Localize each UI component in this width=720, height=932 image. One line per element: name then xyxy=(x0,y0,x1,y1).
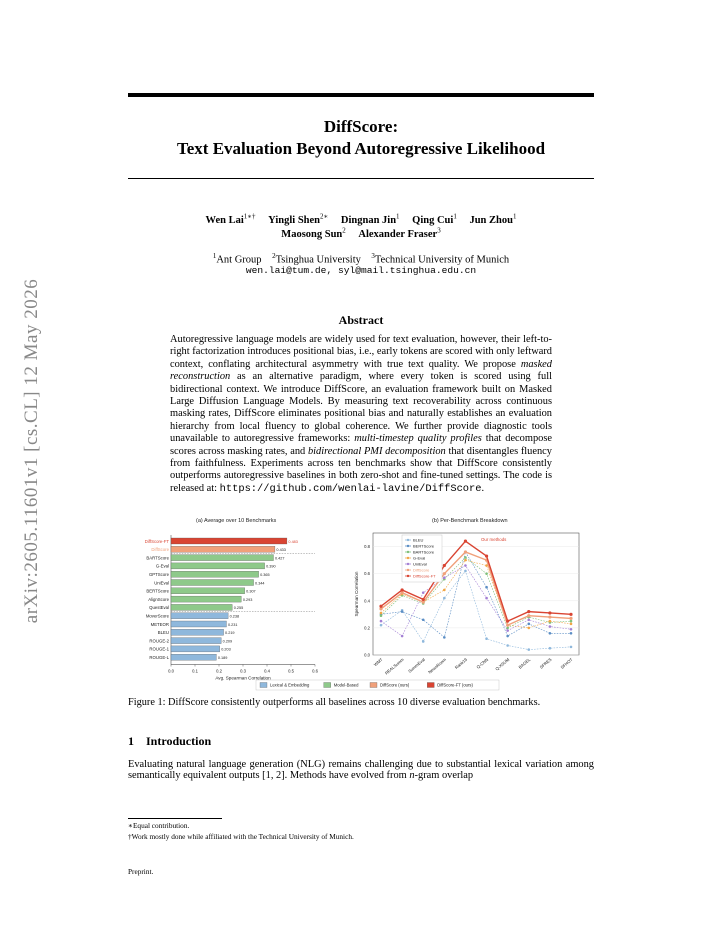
chart-b-y-tick-label: 0.6 xyxy=(364,571,370,577)
chart-b-data-point xyxy=(380,620,383,623)
chart-a-category-label: ROUGE-1 xyxy=(149,646,169,652)
chart-a-value-label: 0.390 xyxy=(266,564,276,569)
chart-b-data-point xyxy=(464,550,467,553)
chart-b-series-line xyxy=(381,571,571,650)
chart-a-value-label: 0.209 xyxy=(222,639,233,644)
chart-b-data-point xyxy=(464,570,467,573)
figure-legend-swatch xyxy=(370,683,377,688)
preprint-label: Preprint. xyxy=(128,867,154,876)
intro-paragraph: Evaluating natural language generation (NLG) remains challenging due to substantial lexical variation among semantically equivalent outputs [1, 2]. Methods have evolved from n-gram overlap xyxy=(128,759,594,782)
chart-a-x-tick-label: 0.5 xyxy=(288,668,294,674)
chart-a-value-label: 0.483 xyxy=(288,539,298,544)
chart-b-data-point xyxy=(569,617,572,620)
footnote-rule xyxy=(128,818,222,819)
chart-a-bar xyxy=(171,555,273,561)
chart-a-x-tick-label: 0.4 xyxy=(264,668,270,674)
paper-title-line2: Text Evaluation Beyond Autoregressive Likelihood xyxy=(176,139,546,158)
chart-b-data-point xyxy=(422,618,425,621)
chart-a-x-tick-label: 0.1 xyxy=(192,668,198,674)
chart-a-category-label: BLEU xyxy=(157,630,169,636)
chart-a-value-label: 0.307 xyxy=(246,589,256,594)
figure-1 xyxy=(128,525,608,695)
chart-b-legend-label: G-Eval xyxy=(413,555,426,561)
code-url[interactable]: https://github.com/wenlai-lavine/DiffScore xyxy=(219,482,482,495)
chart-a-category-label: METEOR xyxy=(150,621,169,627)
author-list-line2 xyxy=(128,226,594,240)
chart-b-data-point xyxy=(485,572,488,575)
chart-a-value-label: 0.203 xyxy=(221,647,231,652)
chart-b-data-point xyxy=(506,624,509,627)
chart-b-data-point xyxy=(380,612,383,615)
chart-a-value-label: 0.231 xyxy=(227,622,238,627)
figure-legend-swatch xyxy=(324,683,331,688)
chart-a-value-label: 0.219 xyxy=(225,631,235,636)
chart-a-category-label: BERTScore xyxy=(146,588,169,594)
author-list-line1 xyxy=(128,212,594,226)
chart-b-y-axis-label: Spearman Correlation xyxy=(354,571,359,617)
chart-b-data-point xyxy=(570,632,573,635)
chart-a-bar xyxy=(171,604,232,610)
chart-b-legend-marker xyxy=(407,575,409,577)
chart-b-line-chart xyxy=(354,533,579,676)
chart-a-bar xyxy=(171,580,254,586)
chart-b-data-point xyxy=(380,624,383,627)
chart-a-value-label: 0.189 xyxy=(217,656,228,660)
chart-b-data-point xyxy=(506,620,509,623)
chart-b-legend-label: BARTScore xyxy=(413,549,435,555)
chart-b-data-point xyxy=(379,605,382,608)
chart-a-bar xyxy=(171,538,287,544)
chart-b-legend-marker xyxy=(407,539,409,541)
chart-a-value-label: 0.365 xyxy=(260,573,270,577)
chart-b-data-point xyxy=(527,623,530,626)
chart-a-category-label: ROUGE-2 xyxy=(149,638,169,644)
chart-a-bar xyxy=(171,646,220,652)
chart-b-data-point xyxy=(549,632,552,635)
figure-legend-label: DiffScore-FT (ours) xyxy=(437,682,473,688)
chart-b-data-point xyxy=(401,588,404,591)
chart-a-category-label: QuestEval xyxy=(149,605,169,611)
chart-b-data-point xyxy=(401,635,404,638)
chart-a-category-label: UniEval xyxy=(154,580,169,586)
chart-a-bar xyxy=(171,654,216,660)
chart-b-title: (b) Per-Benchmark Breakdown xyxy=(432,518,508,524)
figure-legend-swatch xyxy=(427,683,434,688)
chart-b-data-point xyxy=(569,613,572,616)
chart-b-data-point xyxy=(506,644,509,647)
chart-b-legend-label: UniEval xyxy=(413,561,427,567)
chart-b-legend-marker xyxy=(407,551,409,553)
chart-b-x-tick-label: SFRES xyxy=(538,656,553,670)
chart-a-bar xyxy=(171,621,226,627)
chart-b-data-point xyxy=(380,614,383,617)
chart-b-x-tick-label: BAGEL xyxy=(517,656,532,670)
chart-b-data-point xyxy=(527,648,530,651)
chart-b-legend-marker xyxy=(407,557,409,559)
chart-b-x-tick-label: Q-XSUM xyxy=(494,656,511,672)
chart-a-category-label: MoverScore xyxy=(145,613,169,619)
footnote-equal-contribution: ∗Equal contribution. xyxy=(128,821,190,830)
chart-b-data-point xyxy=(506,629,509,632)
chart-b-data-point xyxy=(506,635,509,638)
chart-b-data-point xyxy=(527,618,530,621)
chart-a-title: (a) Average over 10 Benchmarks xyxy=(196,518,277,524)
chart-b-data-point xyxy=(549,647,552,650)
chart-a-category-label: DiffScore xyxy=(151,547,169,553)
chart-b-data-point xyxy=(570,646,573,649)
chart-b-legend-marker xyxy=(407,569,409,571)
author: Alexander Fraser$^3$ xyxy=(358,226,441,240)
arxiv-identifier: arXiv:2605.11601v1 [cs.CL] 12 May 2026 xyxy=(21,278,42,624)
chart-b-data-point xyxy=(443,576,446,579)
chart-b-data-point xyxy=(443,597,446,600)
chart-b-data-point xyxy=(485,637,488,640)
chart-b-data-point xyxy=(549,620,552,623)
chart-b-data-point xyxy=(464,559,467,562)
chart-a-bar xyxy=(171,613,228,619)
chart-a-bar xyxy=(171,588,245,594)
figure-legend-label: Lexical & Embedding xyxy=(270,682,310,688)
chart-a-value-label: 0.344 xyxy=(255,581,265,586)
author: Wen Lai$^{1∗\dagger}$ xyxy=(205,212,256,226)
paper-title-line1: DiffScore: xyxy=(323,117,399,136)
chart-a-bar xyxy=(171,629,224,635)
chart-b-legend-label: DiffScore-FT xyxy=(413,573,436,579)
chart-b-y-tick-label: 0.8 xyxy=(364,544,370,550)
chart-a-value-label: 0.255 xyxy=(233,606,244,611)
footnote-affiliation: †Work mostly done while affiliated with the Technical University of Munich. xyxy=(128,832,354,841)
chart-a-value-label: 0.427 xyxy=(274,556,285,561)
chart-b-data-point xyxy=(548,615,551,618)
chart-b-legend-marker xyxy=(407,545,409,547)
chart-b-data-point xyxy=(443,564,446,567)
chart-a-category-label: AlignScore xyxy=(148,596,169,602)
chart-b-y-tick-label: 0.0 xyxy=(364,652,370,658)
chart-a-value-label: 0.238 xyxy=(229,614,240,619)
abstract-body: Autoregressive language models are widely used for text evaluation, however, their left-to-right factorization introduces positional bias, i.e., early tokens are scored with only leftward context, conflating architectural asymmetry with true text quality. We propose masked reconstruction as an alternative paradigm, where every token is scored using full bidirectional context. We introduce DiffScore, an evaluation framework built on Masked Large Diffusion Language Models. By measuring text recoverability across continuous masking rates, DiffScore eliminates positional bias and naturally establishes an evaluation hierarchy from local fluency to global coherence. We further provide diagnostic tools unavailable to autoregressive frameworks: multi-timestep quality profiles that decompose scores across masking rates, and bidirectional PMI decomposition that disentangles fluency from faithfulness. Experiments across ten benchmarks show that DiffScore consistently outperforms autoregressive baselines in both zero-shot and fine-tuned settings. The code is released at: https://github.com/wenlai-lavine/DiffScore. xyxy=(170,334,552,495)
chart-b-annotation: Our methods xyxy=(481,537,507,542)
figure-legend-label: Model-Based xyxy=(333,682,359,688)
chart-b-data-point xyxy=(549,625,552,628)
chart-b-data-point xyxy=(401,610,404,613)
chart-b-data-point xyxy=(464,564,467,567)
chart-a-x-axis-label: Avg. Spearman Correlation xyxy=(215,675,271,681)
chart-b-data-point xyxy=(422,598,425,601)
author: Maosong Sun$^2$ xyxy=(281,226,346,240)
chart-a-bar xyxy=(171,546,275,552)
figure-legend xyxy=(256,680,499,690)
chart-b-data-point xyxy=(570,620,573,623)
footnotes xyxy=(128,820,354,842)
affiliations: $^1$Ant Group $^2$Tsinghua University $^3$Technical University of Munich xyxy=(212,252,510,266)
chart-b-legend-label: DiffScore xyxy=(413,567,430,573)
chart-b-data-point xyxy=(570,623,573,626)
author: Jun Zhou$^1$ xyxy=(469,212,517,226)
figure-legend-swatch xyxy=(260,683,267,688)
chart-b-x-tick-label: NewsRoom xyxy=(427,656,447,675)
chart-b-x-tick-label: SFHOT xyxy=(559,656,574,670)
chart-b-data-point xyxy=(527,614,530,617)
title-bottom-rule xyxy=(128,178,594,179)
chart-a-bar xyxy=(171,596,241,602)
chart-b-x-tick-label: SummEval xyxy=(407,656,426,674)
chart-a-category-label: G-Eval xyxy=(155,563,169,569)
chart-b-data-point xyxy=(464,540,467,543)
chart-a-category-label: DiffScore-FT xyxy=(144,538,169,544)
section-heading: 1 Introduction xyxy=(128,734,212,748)
chart-a-bar xyxy=(171,563,265,569)
author: Yingli Shen$^{2∗}$ xyxy=(268,212,329,226)
chart-b-data-point xyxy=(443,572,446,575)
chart-a-category-label: ROUGE-L xyxy=(149,655,169,660)
chart-a-bar xyxy=(171,571,259,577)
figure-legend-label: DiffScore (ours) xyxy=(380,682,410,688)
chart-b-data-point xyxy=(548,611,551,614)
chart-b-data-point xyxy=(443,636,446,639)
chart-a-x-tick-label: 0.2 xyxy=(216,668,222,674)
abstract-heading: Abstract xyxy=(338,313,384,327)
chart-b-data-point xyxy=(527,610,530,613)
figure-caption: Figure 1: DiffScore consistently outperforms all baselines across 10 diverse evaluation benchmarks. xyxy=(128,697,541,708)
chart-a-x-tick-label: 0.0 xyxy=(168,668,174,674)
chart-b-y-tick-label: 0.4 xyxy=(364,598,370,604)
chart-b-data-point xyxy=(485,597,488,600)
chart-b-x-tick-label: Rank19 xyxy=(453,656,469,671)
chart-b-data-point xyxy=(422,591,425,594)
chart-b-x-tick-label: Q-CNN xyxy=(475,656,490,670)
chart-b-data-point xyxy=(485,554,488,557)
chart-a-x-tick-label: 0.6 xyxy=(312,668,318,674)
chart-b-legend-label: BERTScore xyxy=(413,543,435,549)
chart-b-data-point xyxy=(422,640,425,643)
chart-b-x-tick-label: WMT xyxy=(372,656,384,668)
author: Dingnan Jin$^1$ xyxy=(340,212,400,226)
title-top-rule xyxy=(128,93,594,97)
chart-b-data-point xyxy=(464,556,467,559)
chart-b-legend-marker xyxy=(407,563,409,565)
chart-b-data-point xyxy=(527,627,530,630)
chart-a-bar xyxy=(171,638,221,644)
contact-emails: wen.lai@tum.de, syl@mail.tsinghua.edu.cn xyxy=(245,265,477,276)
chart-b-legend-label: BLEU xyxy=(413,537,424,543)
chart-b-y-tick-label: 0.2 xyxy=(364,625,370,631)
chart-a-bar-chart xyxy=(145,535,319,681)
chart-a-category-label: GPTScore xyxy=(148,572,169,577)
chart-b-data-point xyxy=(485,586,488,589)
chart-a-category-label: BARTScore xyxy=(146,555,169,561)
chart-b-data-point xyxy=(443,589,446,592)
author: Qing Cui$^1$ xyxy=(412,212,457,226)
chart-a-x-tick-label: 0.3 xyxy=(240,668,246,674)
chart-b-x-tick-label: REALSumm xyxy=(383,656,405,676)
chart-a-value-label: 0.293 xyxy=(242,597,253,602)
chart-b-data-point xyxy=(570,628,573,631)
chart-a-value-label: 0.433 xyxy=(276,548,286,553)
